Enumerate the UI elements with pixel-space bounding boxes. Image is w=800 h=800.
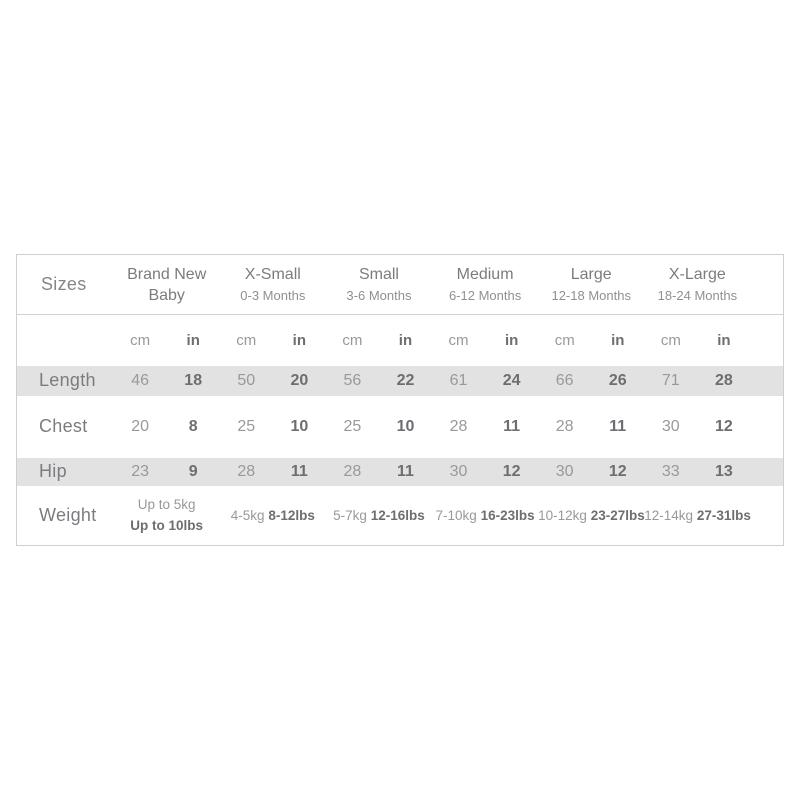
value-cell: 25 xyxy=(237,417,256,435)
value-cell: 18 xyxy=(184,371,203,389)
sizes-corner-label: Sizes xyxy=(17,255,114,315)
value-cell: 20 xyxy=(131,417,150,435)
unit-label-cm: cm xyxy=(448,331,469,349)
column-name: X-Large xyxy=(668,265,726,283)
value-cell: 10 xyxy=(396,417,415,435)
value-cell: 56 xyxy=(343,371,362,389)
column-age-range: 18-24 Months xyxy=(657,287,738,303)
row-label: Hip xyxy=(39,461,67,481)
value-cell: 13 xyxy=(714,462,733,480)
value-cell: 28 xyxy=(343,462,362,480)
value-cell: 11 xyxy=(290,462,308,480)
column-header-x-large xyxy=(644,255,750,315)
value-cell: 66 xyxy=(555,371,574,389)
value-cell: 30 xyxy=(661,417,680,435)
weight-kg: 4-5kg xyxy=(230,507,265,523)
units-row xyxy=(17,315,784,366)
weight-lbs: 16-23lbs xyxy=(480,507,535,523)
value-cell: 50 xyxy=(237,371,256,389)
weight-kg: 10-12kg xyxy=(538,507,587,523)
column-header-large xyxy=(538,255,644,315)
weight-cell xyxy=(220,486,326,546)
value-cell: 9 xyxy=(188,462,198,480)
value-cell: 12 xyxy=(714,417,733,435)
unit-label-in: in xyxy=(504,331,519,349)
column-age-range: 0-3 Months xyxy=(240,287,306,303)
unit-label-in: in xyxy=(717,331,731,349)
value-cell: 11 xyxy=(503,417,521,435)
spacer-cell xyxy=(750,255,783,315)
weight-lbs: 23-27lbs xyxy=(590,507,645,523)
value-cell: 24 xyxy=(502,371,521,389)
unit-label-in: in xyxy=(186,331,200,349)
column-name: Large xyxy=(570,265,612,283)
value-cell: 26 xyxy=(608,371,627,389)
column-name: Medium xyxy=(456,265,514,283)
unit-label-cm: cm xyxy=(130,331,151,349)
column-header-x-small xyxy=(220,255,326,315)
weight-lbs: Up to 10lbs xyxy=(130,518,204,534)
size-chart-table xyxy=(16,254,784,546)
value-cell: 11 xyxy=(397,462,414,480)
weight-cell xyxy=(114,486,220,546)
weight-lbs: 8-12lbs xyxy=(268,507,315,523)
unit-label-in: in xyxy=(292,331,306,349)
table-row-length xyxy=(17,366,784,396)
row-label: Length xyxy=(39,370,96,390)
value-cell: 28 xyxy=(555,417,574,435)
value-cell: 46 xyxy=(131,371,150,389)
column-header-small xyxy=(326,255,432,315)
weight-cell xyxy=(326,486,432,546)
column-name: Brand New Baby xyxy=(127,265,207,304)
column-name: X-Small xyxy=(244,265,301,283)
weight-kg: 7-10kg xyxy=(435,507,477,523)
weight-lbs: 27-31lbs xyxy=(696,507,751,523)
value-cell: 25 xyxy=(343,417,362,435)
column-header-brand-new-baby xyxy=(114,255,220,315)
value-cell: 8 xyxy=(188,417,198,435)
unit-label-cm: cm xyxy=(554,331,575,349)
value-cell: 28 xyxy=(714,371,733,389)
unit-label-cm: cm xyxy=(342,331,363,349)
table-row-hip xyxy=(17,458,784,486)
weight-cell xyxy=(644,486,750,546)
table-row-chest xyxy=(17,396,784,458)
weight-kg: 5-7kg xyxy=(333,507,367,523)
weight-kg: 12-14kg xyxy=(644,507,694,523)
spacer-cell xyxy=(750,366,783,396)
value-cell: 11 xyxy=(609,417,627,435)
weight-cell xyxy=(538,486,644,546)
unit-label-cm: cm xyxy=(236,331,257,349)
weight-kg: Up to 5kg xyxy=(137,497,196,513)
weight-cell xyxy=(432,486,538,546)
value-cell: 22 xyxy=(396,371,415,389)
empty-cell xyxy=(17,315,114,366)
value-cell: 12 xyxy=(502,462,521,480)
table-row-weight xyxy=(17,486,784,546)
spacer-cell xyxy=(750,486,783,546)
spacer-cell xyxy=(750,458,783,486)
spacer-cell xyxy=(750,396,783,458)
header-row xyxy=(17,255,784,315)
value-cell: 71 xyxy=(661,371,680,389)
value-cell: 12 xyxy=(608,462,627,480)
column-age-range: 3-6 Months xyxy=(346,287,412,303)
row-label: Chest xyxy=(39,416,88,436)
value-cell: 61 xyxy=(449,371,468,389)
unit-label-in: in xyxy=(611,331,625,349)
unit-label-cm: cm xyxy=(660,331,681,349)
unit-label-in: in xyxy=(398,331,413,349)
column-name: Small xyxy=(358,265,399,283)
value-cell: 28 xyxy=(449,417,468,435)
value-cell: 23 xyxy=(131,462,150,480)
column-age-range: 12-18 Months xyxy=(551,287,631,303)
spacer-cell xyxy=(750,315,783,366)
value-cell: 20 xyxy=(290,371,309,389)
column-age-range: 6-12 Months xyxy=(448,287,522,303)
value-cell: 33 xyxy=(661,462,680,480)
value-cell: 10 xyxy=(290,417,309,435)
row-label: Weight xyxy=(39,504,97,525)
column-header-medium xyxy=(432,255,538,315)
weight-lbs: 12-16lbs xyxy=(370,507,425,523)
value-cell: 30 xyxy=(449,462,468,480)
value-cell: 30 xyxy=(555,462,574,480)
value-cell: 28 xyxy=(237,462,256,480)
